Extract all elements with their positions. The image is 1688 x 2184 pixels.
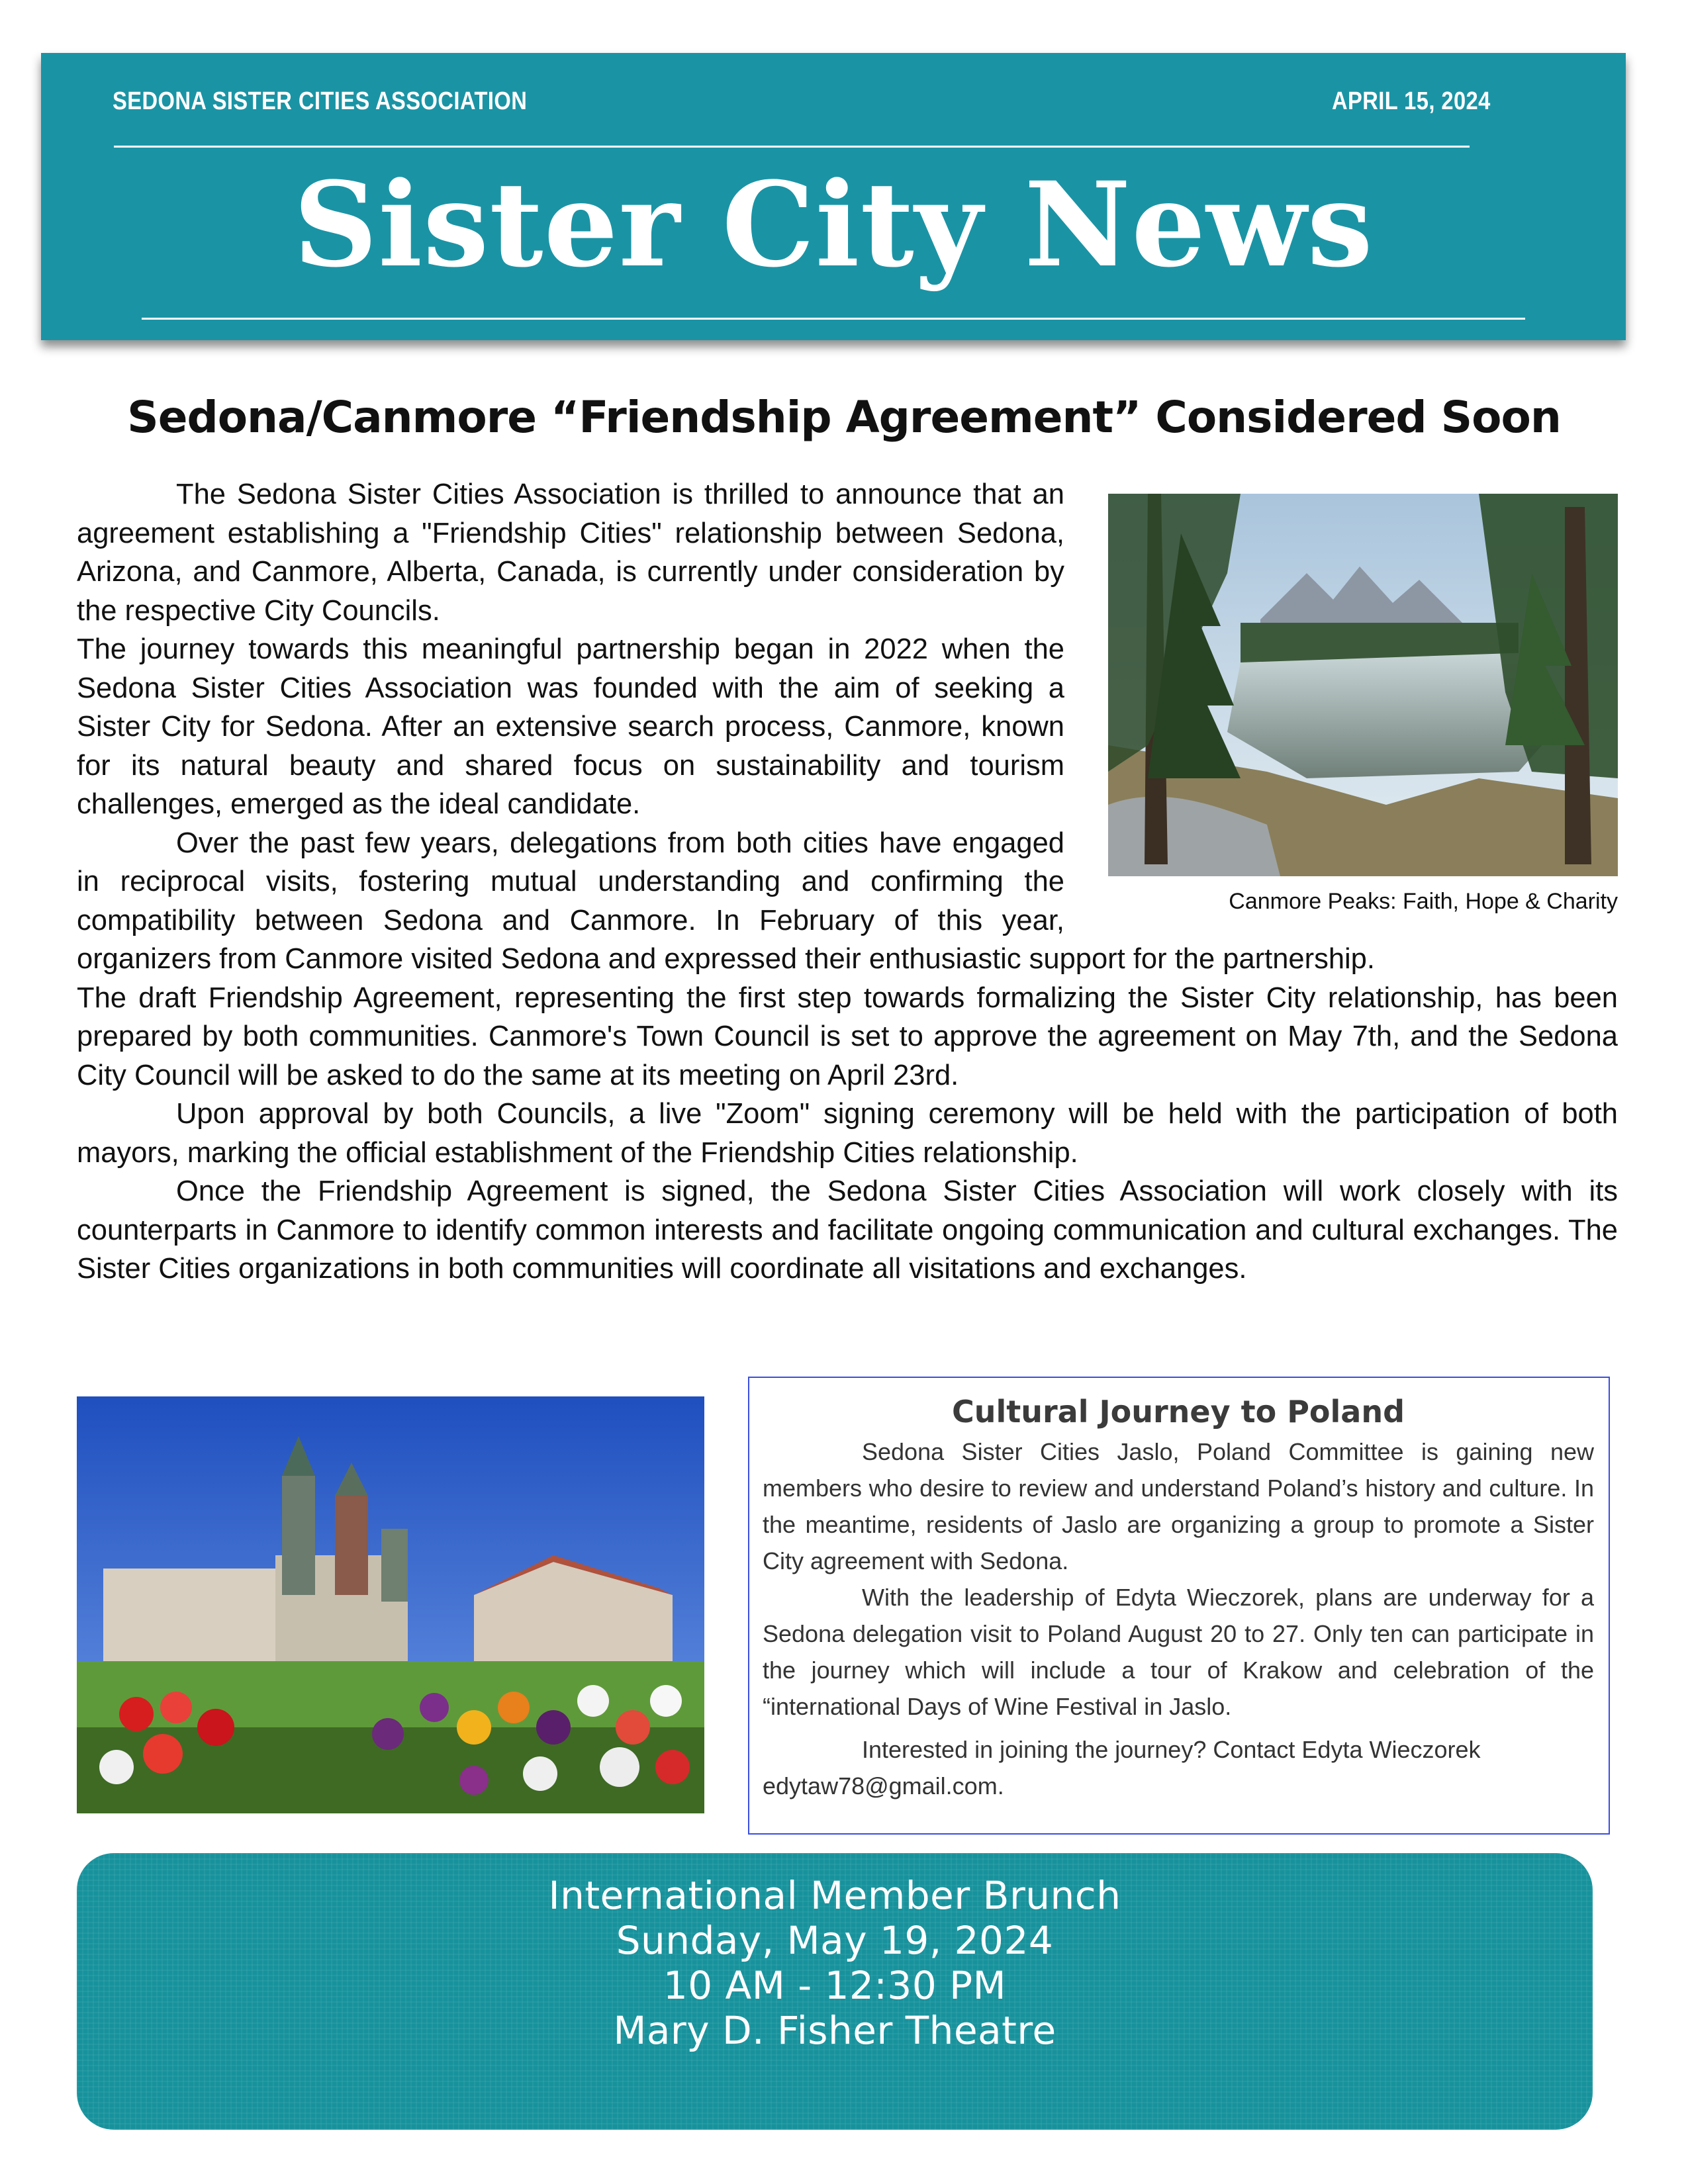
article-paragraph: Over the past few years, delegations from both cities have engaged in reciprocal visits, fostering mutual understanding and confirming the compatibility between Sedona and Canmore. In February of this year, organizers from Canmore visited Sedona and expressed their enthusiastic support for the partnership.	[77, 827, 1375, 975]
canmore-photo-block	[1092, 484, 1618, 916]
poland-paragraph: Sedona Sister Cities Jaslo, Poland Committee is gaining new members who desire to review and understand Poland’s history and culture. In the meantime, residents of Jaslo are organizing a group to promote a Sister City agreement with Sedona.	[763, 1438, 1594, 1574]
masthead	[41, 53, 1626, 340]
masthead-rule-top	[114, 146, 1470, 148]
krakow-castle-photo	[77, 1396, 704, 1813]
brunch-event-name: International Member Brunch	[548, 1873, 1121, 1918]
poland-journey-box	[748, 1377, 1610, 1835]
article-paragraph: The draft Friendship Agreement, representing the first step towards formalizing the Sister City relationship, has been prepared by both communities. Canmore's Town Council is set to approve the agreement on May 7th, and the Sedona City Council will be asked to do the same at its meeting on April 23rd.	[77, 981, 1618, 1091]
poland-contact-line: Interested in joining the journey? Contact Edyta Wieczorek	[862, 1736, 1481, 1763]
article-body	[77, 475, 1618, 1289]
organization-name: SEDONA SISTER CITIES ASSOCIATION	[113, 87, 528, 115]
issue-date: APRIL 15, 2024	[1332, 87, 1491, 115]
article-paragraph: Once the Friendship Agreement is signed, the Sedona Sister Cities Association will work closely with its counterparts in Canmore to identify common interests and facilitate ongoing communication and cultural exchanges. The Sister Cities organizations in both communities will coordinate all visitations and exchanges.	[77, 1175, 1618, 1285]
contact-email[interactable]: edytaw78@gmail.com.	[763, 1772, 1004, 1799]
brunch-date: Sunday, May 19, 2024	[616, 1918, 1054, 1963]
brunch-location: Mary D. Fisher Theatre	[613, 2008, 1056, 2053]
brunch-time: 10 AM - 12:30 PM	[663, 1963, 1007, 2008]
article-paragraph: The journey towards this meaningful partnership began in 2022 when the Sedona Sister Cities Association was founded with the aim of seeking a Sister City for Sedona. After an extensive search process, Canmore, known for its natural beauty and shared focus on sustainability and tourism challenges, emerged as the ideal candidate.	[77, 633, 1064, 820]
masthead-rule-bottom	[142, 318, 1525, 320]
article-headline: Sedona/Canmore “Friendship Agreement” Considered Soon	[127, 392, 1561, 443]
brunch-event-banner	[77, 1853, 1593, 2130]
article-paragraph: Upon approval by both Councils, a live "Zoom" signing ceremony will be held with the participation of both mayors, marking the official establishment of the Friendship Cities relationship.	[77, 1098, 1618, 1169]
poland-box-title: Cultural Journey to Poland	[951, 1394, 1405, 1430]
poland-paragraph: With the leadership of Edyta Wieczorek, plans are underway for a Sedona delegation visit to Poland August 20 to 27. Only ten can participate in the journey which will include a tour of Krakow and celebration of the “international Days of Wine Festival in Jaslo.	[763, 1584, 1594, 1720]
canmore-photo-caption: Canmore Peaks: Faith, Hope & Charity	[1229, 889, 1618, 914]
article-paragraph: The Sedona Sister Cities Association is thrilled to announce that an agreement establishing a "Friendship Cities" relationship between Sedona, Arizona, and Canmore, Alberta, Canada, is currently under consideration by the respective City Councils.	[77, 478, 1064, 627]
canmore-photo	[1108, 494, 1618, 876]
newsletter-title: Sister City News	[293, 156, 1374, 293]
